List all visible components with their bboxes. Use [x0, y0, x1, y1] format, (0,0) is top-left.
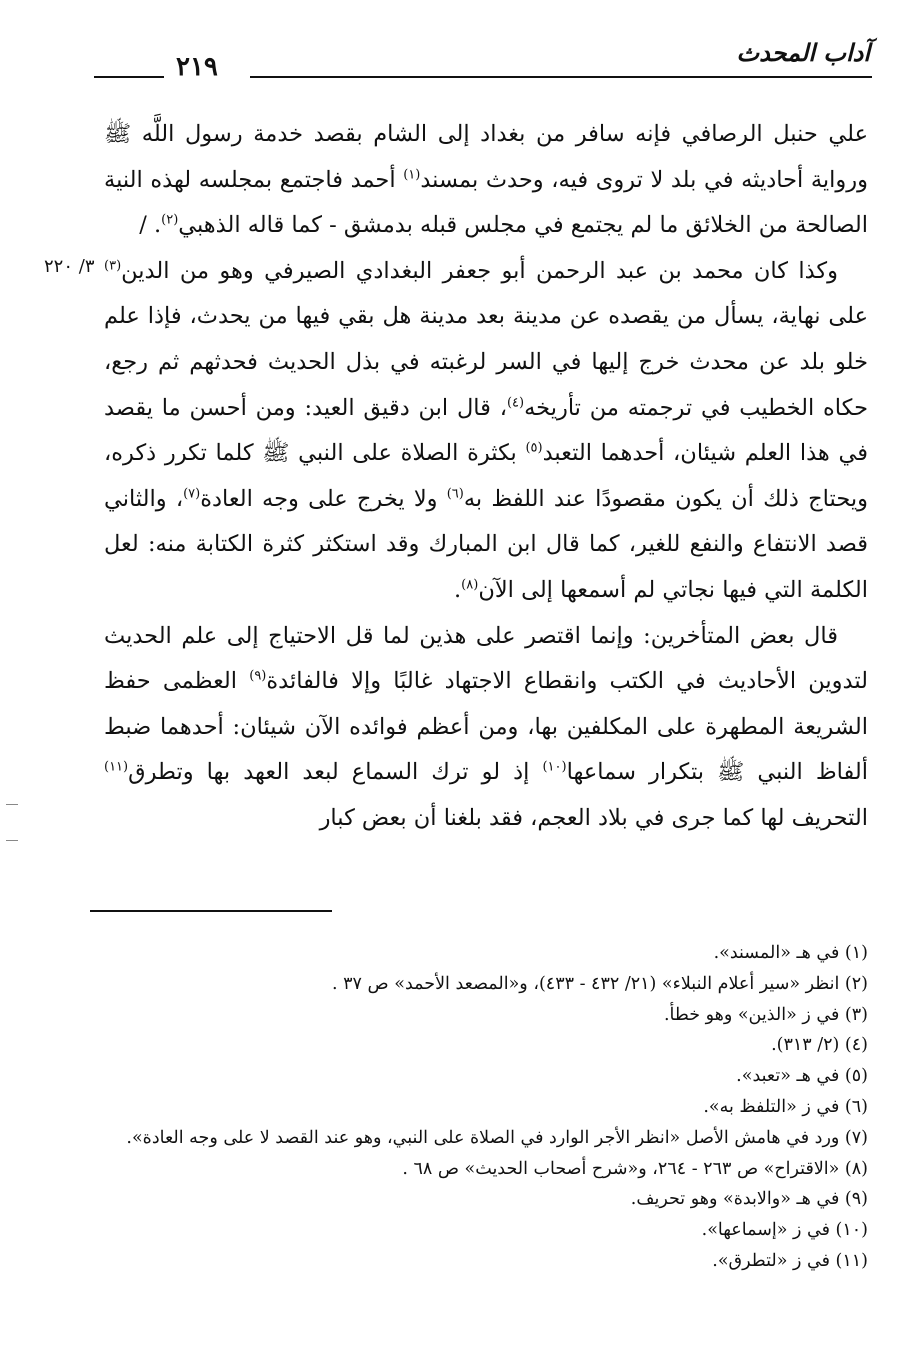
- paragraph-text: قال بعض المتأخرين: وإنما اقتصر على هذين لما قل الاحتياج إلى علم الحديث لتدوين الأحاديث في الكتب وانقطاع الاجتهاد غالبًا وإلا فالفائدة: [104, 622, 868, 695]
- paragraph-text: بكثرة الصلاة على النبي ﷺ كلما تكرر ذكره، ويحتاج ذلك أن يكون مقصودًا عند اللفظ به: [104, 440, 868, 512]
- footnote: (١١) في ز «لتطرق».: [712, 1250, 868, 1271]
- footnotes-list: [98, 938, 868, 1277]
- paragraph-text: إذ لو ترك السماع لبعد العهد بها وتطرق: [128, 759, 543, 786]
- paragraph-text: علي حنبل الرصافي فإنه سافر من بغداد إلى الشام بقصد خدمة رسول اللَّه ﷺ ورواية أحاديثه في بلد لا تروى فيه، وحدث بمسند: [104, 121, 869, 193]
- footnote-marker: (٤): [506, 395, 525, 411]
- footnote: (٩) في هـ «والابدة» وهو تحريف.: [630, 1189, 868, 1210]
- margin-tick-mark: [6, 840, 18, 841]
- paragraph-text: وكذا كان محمد بن عبد الرحمن أبو جعفر البغدادي الصيرفي وهو من الدين: [121, 257, 838, 284]
- footnote-marker: (١١): [104, 759, 129, 775]
- footnote-marker: (١): [403, 167, 421, 183]
- footnote: (٧) ورد في هامش الأصل «انظر الأجر الوارد في الصلاة على النبي، وهو عند القصد لا على وجه العادة».: [126, 1127, 868, 1148]
- footnote-marker: (٦): [446, 486, 464, 502]
- footnote: (٨) «الاقتراح» ص ٢٦٣ - ٢٦٤، و«شرح أصحاب الحديث» ص ٦٨ .: [402, 1158, 868, 1179]
- header-rule: [250, 76, 872, 78]
- footnote: (١) في هـ «المسند».: [713, 943, 868, 963]
- footnote: (٥) في هـ «تعبد».: [736, 1066, 868, 1087]
- running-header-title: آداب المحدث: [736, 38, 870, 67]
- footnote-marker: (١٠): [542, 759, 567, 775]
- paragraph: [104, 614, 868, 842]
- footnote-marker: (٧): [183, 486, 201, 502]
- footnote-marker: (٣): [104, 258, 122, 274]
- footnote: (٢) انظر «سير أعلام النبلاء» (٢١/ ٤٣٢ - ٤٣٣)، و«المصعد الأحمد» ص ٣٧ .: [332, 973, 868, 994]
- footnote-marker: (٨): [461, 577, 479, 593]
- paragraph-text: التحريف لها كما جرى في بلاد العجم، فقد بلغنا أن بعض كبار: [319, 804, 868, 831]
- footnote-marker: (٥): [525, 440, 543, 456]
- page-number: ٢١٩: [176, 52, 218, 82]
- paragraph-text: العظمى حفظ الشريعة المطهرة على المكلفين بها، ومن أعظم فوائده الآن شيئان: أحدهما ضبط ألفاظ النبي ﷺ بتكرار سماعها: [104, 668, 868, 786]
- paragraph-text: على نهاية، يسأل من يقصده عن مدينة بعد مدينة هل بقي فيها من يحدث، فإذا علم خلو بلد عن محدث خرج إليها في السر لرغبته في بذل الحديث فحدثهم ثم رجع، حكاه الخطيب في ترجمته من تأريخه: [104, 303, 868, 421]
- footnote: (٣) في ز «الذين» وهو خطأ.: [663, 1004, 868, 1025]
- margin-page-reference: ٣/ ٢٢٠: [44, 256, 95, 277]
- footnote-marker: (٢): [161, 212, 179, 228]
- footnote: (٤) (٢/ ٣١٣).: [771, 1035, 868, 1056]
- paragraph-text: أحمد فاجتمع بمجلسه لهذه النية الصالحة من الخلائق ما لم يجتمع في مجلس قبله بدمشق - كما قاله الذهبي: [104, 166, 868, 239]
- footnote: (١٠) في ز «إسماعها».: [701, 1220, 868, 1241]
- paragraph-text: ولا يخرج على وجه العادة: [200, 485, 447, 512]
- paragraph-text: ، قال ابن دقيق العيد: ومن أحسن ما يقصد في هذا العلم شيئان، أحدهما التعبد: [104, 394, 868, 467]
- footnote-marker: (٩): [249, 668, 267, 684]
- header-rule-short: [94, 76, 164, 78]
- margin-tick-mark: [6, 804, 18, 805]
- paragraph: [104, 112, 868, 249]
- paragraph-text: .: [454, 576, 462, 603]
- footnote-separator: [90, 910, 332, 912]
- footnote: (٦) في ز «التلفظ به».: [703, 1096, 868, 1117]
- paragraph: [104, 249, 868, 614]
- paragraph-text: ، والثاني قصد الانتفاع والنفع للغير، كما قال ابن المبارك وقد استكثر كثرة الكتابة منه: لعل الكلمة التي فيها نجاتي لم أسمعها إلى الآن: [104, 485, 868, 603]
- paragraph-text: . /: [139, 212, 162, 239]
- main-text: [104, 112, 868, 842]
